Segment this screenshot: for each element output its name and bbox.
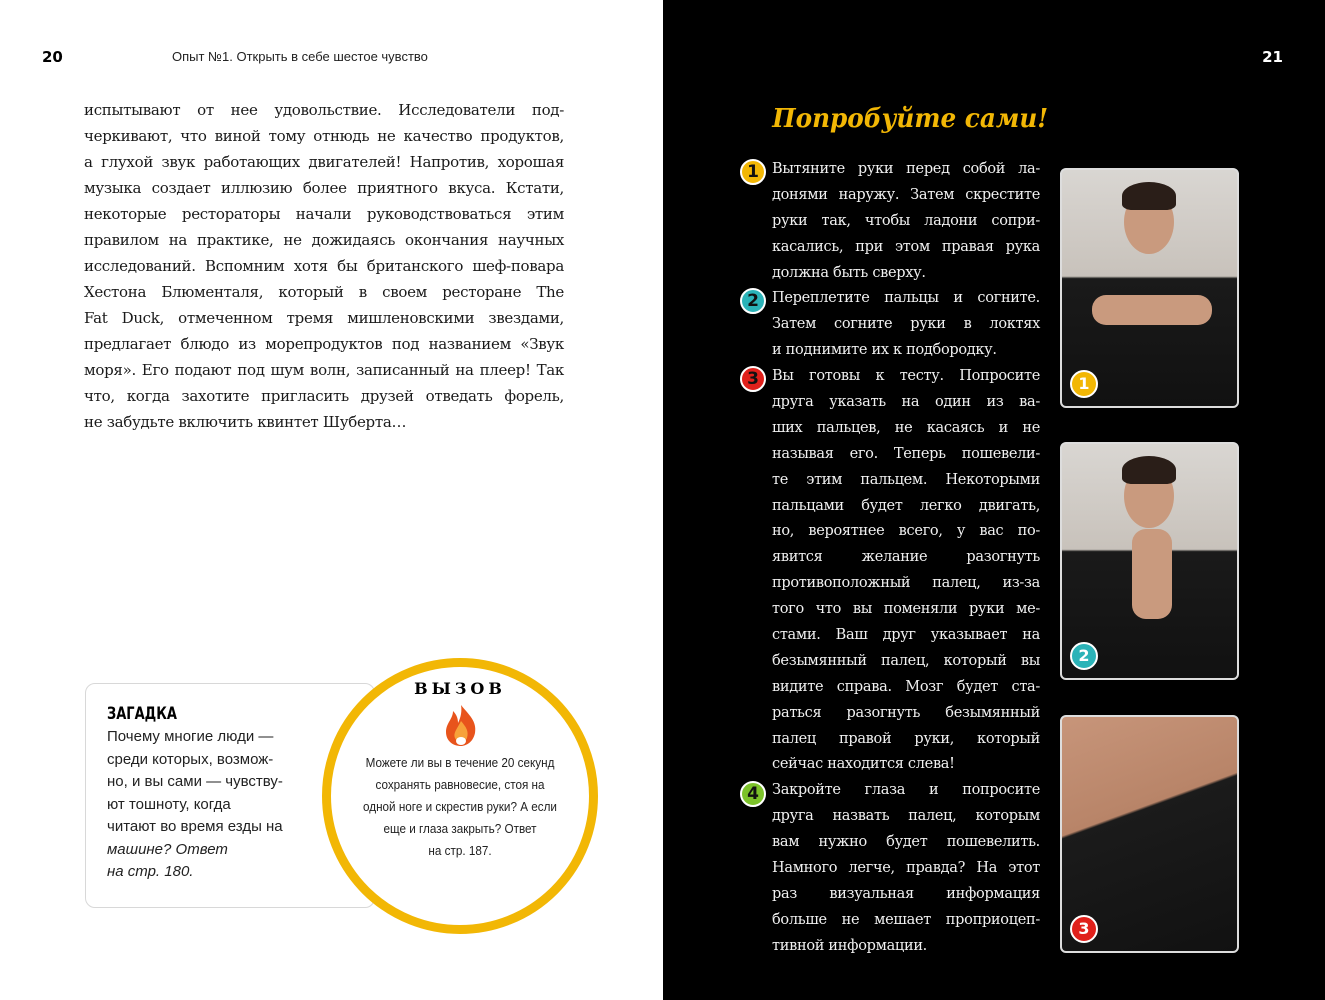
riddle-line: читают во время езды на bbox=[107, 818, 283, 835]
text-line: ших пальцев, не касаясь и не bbox=[772, 419, 1040, 436]
steps-text bbox=[772, 157, 1040, 960]
text-line: называя его. Теперь пошевели- bbox=[772, 445, 1040, 462]
text-line: руки так, чтобы ладони сопри- bbox=[772, 212, 1040, 229]
text-line: правилом на практике, не дожидаясь окончания научных bbox=[84, 231, 564, 249]
text-line: испытывают от нее удовольствие. Исследователи под- bbox=[84, 101, 564, 119]
text-line: касались, при этом правая рука bbox=[772, 238, 1040, 255]
text-line: предлагает блюдо из морепродуктов под названием «Звук bbox=[84, 335, 564, 353]
challenge-circle bbox=[322, 658, 598, 934]
text-line: а глухой звук работающих двигателей! Напротив, хорошая bbox=[84, 153, 564, 171]
riddle-title: ЗАГАДКА bbox=[107, 704, 177, 724]
text-line: Fat Duck, отмеченном тремя мишленовскими звездами, bbox=[84, 309, 564, 327]
text-line: тивной информации. bbox=[772, 937, 927, 954]
text-line: вам нужно будет пошевелить. bbox=[772, 834, 1040, 851]
photo-badge: 2 bbox=[1070, 642, 1098, 670]
text-line: Хестона Блюменталя, который в своем ресторане The bbox=[84, 283, 564, 301]
text-line: друга указать на один из ва- bbox=[772, 394, 1040, 411]
step-number-badge: 1 bbox=[740, 159, 766, 185]
step-number-badge: 4 bbox=[740, 781, 766, 807]
text-line: сейчас находится слева! bbox=[772, 756, 955, 773]
text-line: палец правой руки, который bbox=[772, 730, 1040, 747]
text-line: те этим пальцем. Некоторыми bbox=[772, 471, 1040, 488]
text-line: видите справа. Мозг будет ста- bbox=[772, 678, 1040, 695]
text-line: но, вероятнее всего, у вас по- bbox=[772, 523, 1040, 540]
text-line: пальцами будет легко двигать, bbox=[772, 497, 1040, 514]
text-line: друга назвать палец, которым bbox=[772, 808, 1040, 825]
text-line: Переплетите пальцы и согните. bbox=[772, 290, 1040, 307]
text-line: безымянный палец, который вы bbox=[772, 652, 1040, 669]
text-line: не забудьте включить квинтет Шуберта… bbox=[84, 413, 407, 431]
page-number-right: 21 bbox=[1262, 48, 1283, 66]
riddle-line: машине? Ответ bbox=[107, 840, 228, 858]
body-text bbox=[84, 97, 564, 435]
photo-badge: 1 bbox=[1070, 370, 1098, 398]
riddle-line: но, и вы сами — чувству- bbox=[107, 773, 283, 790]
photo-figure bbox=[1122, 456, 1176, 484]
text-line: что, когда захотите пригласить друзей отведать форель, bbox=[84, 387, 564, 405]
photo-figure bbox=[1092, 295, 1212, 325]
text-line: стами. Ваш друг указывает на bbox=[772, 627, 1040, 644]
text-line: Закройте глаза и попросите bbox=[772, 782, 1040, 799]
text-line: и поднимите их к подбородку. bbox=[772, 342, 997, 359]
step-photo-2 bbox=[1060, 442, 1239, 680]
text-line: раз визуальная информация bbox=[772, 885, 1040, 902]
photo-badge: 3 bbox=[1070, 915, 1098, 943]
riddle-line: среди которых, возмож- bbox=[107, 750, 274, 768]
step-photo-1 bbox=[1060, 168, 1239, 408]
text-line: раться разогнуть безымянный bbox=[772, 704, 1040, 721]
text-line: музыка создает иллюзию более приятного вкуса. Кстати, bbox=[84, 179, 564, 197]
text-line: должна быть сверху. bbox=[772, 264, 926, 281]
step-number-badge: 2 bbox=[740, 288, 766, 314]
riddle-line: ют тошноту, когда bbox=[107, 795, 231, 813]
step-photo-3 bbox=[1060, 715, 1239, 953]
text-line: больше не мешает проприоцеп- bbox=[772, 911, 1040, 928]
flame-icon bbox=[439, 703, 483, 747]
challenge-title: ВЫЗОВ bbox=[414, 679, 506, 698]
riddle-line: на стр. 180. bbox=[107, 863, 194, 880]
step-number-badge: 3 bbox=[740, 366, 766, 392]
text-line: Затем согните руки в локтях bbox=[772, 316, 1040, 333]
text-line: моря». Его подают под шум волн, записанный на плеер! Так bbox=[84, 361, 564, 379]
text-line: Намного легче, правда? На этот bbox=[772, 860, 1040, 877]
challenge-line: еще и глаза закрыть? Ответ bbox=[383, 821, 537, 836]
text-line: противоположный палец, из-за bbox=[772, 575, 1040, 592]
challenge-line: одной ноге и скрестив руки? А если bbox=[363, 799, 557, 814]
text-line: явится желание разогнуть bbox=[772, 549, 1040, 566]
challenge-line: Можете ли вы в течение 20 секунд bbox=[365, 755, 555, 770]
text-line: Вы готовы к тесту. Попросите bbox=[772, 368, 1040, 385]
challenge-line: сохранять равновесие, стоя на bbox=[375, 777, 545, 792]
text-line: того что вы поменяли руки ме- bbox=[772, 601, 1040, 618]
photo-figure bbox=[1132, 529, 1172, 619]
text-line: исследований. Вспомним хотя бы британского шеф-повара bbox=[84, 257, 564, 275]
text-line: донями наружу. Затем скрестите bbox=[772, 186, 1040, 203]
page-number-left: 20 bbox=[42, 48, 63, 66]
text-line: Вытяните руки перед собой ла- bbox=[772, 161, 1040, 177]
photo-figure bbox=[1122, 182, 1176, 210]
running-head: Опыт №1. Открыть в себе шестое чувство bbox=[172, 49, 428, 64]
text-line: черкивают, что виной тому отнюдь не качество продуктов, bbox=[84, 127, 564, 145]
text-line: некоторые рестораторы начали руководствоваться этим bbox=[84, 205, 564, 223]
section-title: Попробуйте сами! bbox=[772, 104, 1049, 134]
challenge-line: на стр. 187. bbox=[428, 843, 492, 858]
riddle-line: Почему многие люди — bbox=[107, 728, 274, 745]
